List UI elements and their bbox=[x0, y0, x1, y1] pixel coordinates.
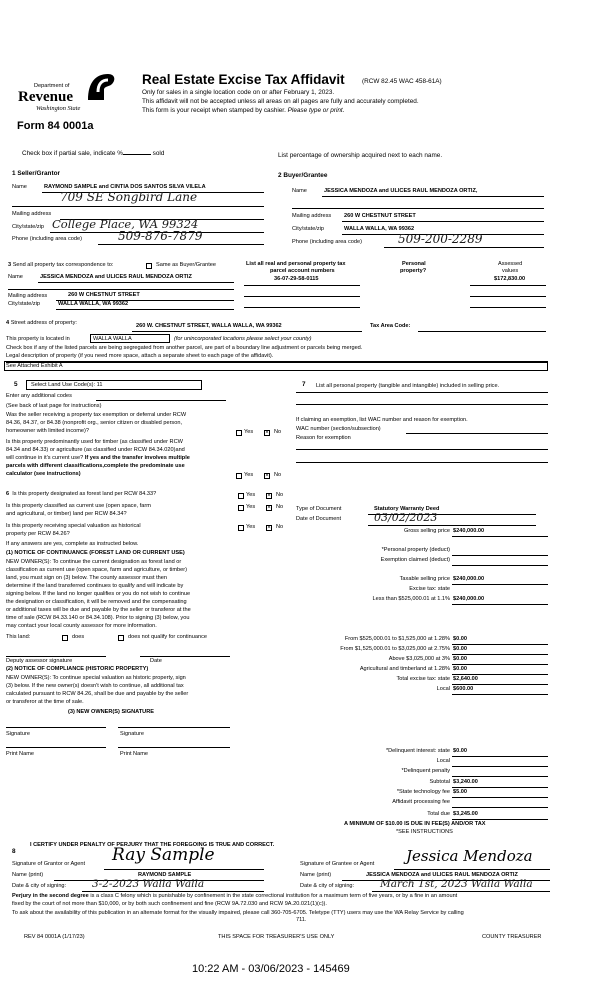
county-select[interactable]: WALLA WALLA bbox=[90, 334, 170, 343]
grantor-date-label: Date & city of signing: bbox=[12, 883, 67, 889]
rate2-value[interactable]: $0.00 bbox=[453, 646, 467, 652]
subtotal-label: Subtotal bbox=[429, 779, 450, 785]
parcel-heading-2: parcel account numbers bbox=[270, 268, 335, 274]
total-state-value[interactable]: $2,640.00 bbox=[453, 676, 478, 682]
less-than-label: Less than $525,000.01 at 1.1% bbox=[372, 596, 450, 602]
s6-q2a: Is this property classified as current use (open space, farm bbox=[6, 503, 151, 509]
rate2-label: From $1,525,000.01 to $3,025,000 at 2.75% bbox=[340, 646, 450, 652]
buyer-name-label: Name bbox=[292, 188, 307, 194]
corr-mail[interactable]: 260 W CHESTNUT STREET bbox=[68, 292, 140, 298]
gross-label: Gross selling price bbox=[403, 528, 450, 534]
seller-name[interactable]: RAYMOND SAMPLE and CINTIA DOS SANTOS SILVA VILELA bbox=[44, 184, 206, 190]
treasurer-space-label: THIS SPACE FOR TREASURER'S USE ONLY bbox=[218, 934, 335, 940]
header-line3: This form is your receipt when stamped by cashier. Please type or print. bbox=[142, 107, 345, 114]
s6-notice1-line3: land, you must sign on (3) below. The county assessor must then bbox=[6, 575, 167, 581]
buyer-mail-label: Mailing address bbox=[292, 213, 332, 219]
grantee-date-label: Date & city of signing: bbox=[300, 883, 355, 889]
seller-phone-label: Phone (including area code) bbox=[12, 236, 82, 242]
s5-q1c: homeowner with limited income)? bbox=[6, 428, 90, 434]
reason-label: Reason for exemption bbox=[296, 435, 351, 441]
corr-city[interactable]: WALLA WALLA, WA 99362 bbox=[58, 301, 129, 307]
s6-notice1-line5: signing below. If the land no longer qualifies or you do not wish to continue bbox=[6, 591, 191, 597]
taxable-value[interactable]: $240,000.00 bbox=[453, 576, 485, 582]
legal-description-value[interactable]: See Attached Exhibit A bbox=[6, 363, 63, 369]
deputy-signature-label: Deputy assessor signature bbox=[6, 658, 73, 664]
does-checkbox[interactable] bbox=[62, 635, 68, 641]
rate3-label: Above $3,025,000 at 3% bbox=[388, 656, 450, 662]
s5-q2-yes-label: Yes bbox=[244, 472, 254, 478]
total-due-value[interactable]: $3,245.00 bbox=[453, 811, 478, 817]
s5-q2-no-checkbox[interactable]: × bbox=[265, 473, 269, 479]
rate4-label: Agricultural and timberland at 1.28% bbox=[359, 666, 450, 672]
s6-q3-no-label: No bbox=[276, 524, 284, 530]
segregated-checkbox-label: Check box if any of the listed parcels are being segregated from another parcel, are part of a boundary line adjustment or parcels being merged. bbox=[6, 345, 363, 351]
s6-q2-yes-checkbox[interactable] bbox=[238, 505, 244, 511]
perjury-line2: fixed by the court of not more than $10,000, or by both such confinement and fine (RCW 9A.72.030 and RCW 9A.20.021(1)(c)). bbox=[12, 901, 327, 907]
property-address[interactable]: 260 W. CHESTNUT STREET, WALLA WALLA, WA 99362 bbox=[136, 323, 282, 329]
does-label: does bbox=[72, 634, 85, 640]
doc-type-label: Type of Document bbox=[296, 506, 342, 512]
s6-notice1-line7: or additional taxes will be due and payable by the seller or transferor at the bbox=[6, 607, 191, 613]
total-due-label: Total due bbox=[427, 811, 450, 817]
certify-statement: I CERTIFY UNDER PENALTY OF PERJURY THAT THE FOREGOING IS TRUE AND CORRECT. bbox=[30, 842, 275, 848]
section5-number: 5 bbox=[14, 381, 18, 388]
s5-q2c: will continue in it's current use? If yes and the transfer involves multiple bbox=[6, 455, 190, 461]
s6-q3-yes-label: Yes bbox=[246, 524, 256, 530]
tax-area-label: Tax Area Code: bbox=[370, 323, 411, 329]
dor-logo-icon bbox=[82, 72, 118, 104]
local-value[interactable]: $600.00 bbox=[453, 686, 474, 692]
s5-q1a: Was the seller receiving a property tax exemption or deferral under RCW bbox=[6, 412, 187, 418]
corr-name[interactable]: JESSICA MENDOZA and ULICES RAUL MENDOZA ORTIZ bbox=[40, 274, 192, 280]
owner-signature-label-2: Signature bbox=[120, 731, 144, 737]
delinquent-state-value[interactable]: $0.00 bbox=[453, 748, 467, 754]
same-as-buyer-checkbox[interactable] bbox=[146, 263, 152, 269]
tech-fee-label: *State technology fee bbox=[396, 789, 450, 795]
s6-q1: 6 Is this property designated as forest land per RCW 84.33? bbox=[6, 491, 157, 497]
grantor-signature[interactable]: Ray Sample bbox=[112, 845, 215, 865]
rate3-value[interactable]: $0.00 bbox=[453, 656, 467, 662]
this-land-label: This land: bbox=[6, 634, 31, 640]
personal-heading-1: Personal bbox=[402, 261, 426, 267]
accessibility-note-2: 711. bbox=[296, 917, 307, 923]
buyer-mail[interactable]: 260 W CHESTNUT STREET bbox=[344, 213, 416, 219]
rate4-value[interactable]: $0.00 bbox=[453, 666, 467, 672]
buyer-city[interactable]: WALLA WALLA, WA 99362 bbox=[344, 226, 415, 232]
buyer-city-label: City/state/zip bbox=[292, 226, 325, 232]
owner-print-label-2: Print Name bbox=[120, 751, 148, 757]
minimum-fee-note: A MINIMUM OF $10.00 IS DUE IN FEE(S) AND/OR TAX bbox=[344, 821, 486, 827]
s6-notice1-heading: (1) NOTICE OF CONTINUANCE (FOREST LAND OR CURRENT USE) bbox=[6, 550, 185, 556]
rcw-ref: (RCW 82.45 WAC 458-61A) bbox=[362, 78, 442, 85]
s5-q1-no-checkbox[interactable]: × bbox=[265, 430, 269, 436]
s6-notice2-line3: calculated pursuant to RCW 84.26, shall be due and payable by the seller bbox=[6, 691, 189, 697]
form-title: Real Estate Excise Tax Affidavit bbox=[142, 72, 345, 87]
s6-notice1-line2: classification as current use (open space, farm and agriculture, or timber) bbox=[6, 567, 187, 573]
grantor-date-handwritten[interactable]: 3-2-2023 Walla Walla bbox=[92, 878, 205, 890]
wac-label: WAC number (section/subsection) bbox=[296, 426, 381, 432]
s6-notice3-heading: (3) NEW OWNER(S) SIGNATURE bbox=[68, 709, 154, 715]
additional-codes-label: Enter any additional codes bbox=[6, 393, 72, 399]
s5-q2e: parcels with different classifications,complete the predominate use bbox=[6, 463, 185, 469]
s6-notice2-line4: or transferor at the time of sale. bbox=[6, 699, 84, 705]
taxable-label: Taxable selling price bbox=[399, 576, 450, 582]
buyer-phone-label: Phone (including area code) bbox=[292, 239, 362, 245]
ownership-note: List percentage of ownership acquired next to each name. bbox=[278, 152, 443, 159]
seller-street-handwritten[interactable]: 709 SE Songbird Lane bbox=[60, 190, 198, 204]
personal-deduct-label: *Personal property (deduct) bbox=[381, 547, 450, 553]
section8-number: 8 bbox=[12, 848, 16, 855]
parcel-number[interactable]: 36-07-29-58-0115 bbox=[274, 276, 319, 282]
delinquent-penalty-label: *Delinquent penalty bbox=[401, 768, 450, 774]
accessibility-note: To ask about the availability of this publication in an alternate format for the visually impaired, please call 360-705-6705. Teletype (TTY) users may use the WA Relay Service by calling bbox=[12, 910, 464, 916]
s6-notice1-line1: NEW OWNER(S): To continue the current designation as forest land or bbox=[6, 559, 182, 565]
exemption-deduct-label: Exemption claimed (deduct) bbox=[380, 557, 450, 563]
form-number: Form 84 0001a bbox=[17, 120, 94, 132]
legal-description-label: Legal description of property (if you need more space, attach a separate sheet to each page of the affidavit). bbox=[6, 353, 274, 359]
grantee-name[interactable]: JESSICA MENDOZA and ULICES RAUL MENDOZA ORTIZ bbox=[366, 872, 518, 878]
s6-q1-no-checkbox[interactable]: × bbox=[267, 493, 271, 499]
revision-label: REV 84 0001A (1/17/23) bbox=[24, 934, 85, 940]
affidavit-fee-label: Affidavit processing fee bbox=[392, 799, 450, 805]
s6-q1-yes-label: Yes bbox=[246, 492, 256, 498]
s5-q2f: calculator (see instructions) bbox=[6, 471, 81, 477]
partial-sale-label: Check box if partial sale, indicate % sold bbox=[22, 150, 165, 157]
rate1-value[interactable]: $0.00 bbox=[453, 636, 467, 642]
parcel-heading-1: List all real and personal property tax bbox=[246, 261, 346, 267]
s5-q2-no-label: No bbox=[274, 472, 282, 478]
doc-date-handwritten[interactable]: 03/02/2023 bbox=[374, 511, 438, 524]
assessed-value[interactable]: $172,830.00 bbox=[494, 276, 526, 282]
s6-notice2-line2: (3) below. If the new owner(s) doesn't wish to continue, all additional tax bbox=[6, 683, 184, 689]
same-as-buyer-label: Same as Buyer/Grantee bbox=[156, 262, 217, 268]
s6-q1-no-label: No bbox=[276, 492, 284, 498]
receipt-timestamp: 10:22 AM - 03/06/2023 - 145469 bbox=[192, 963, 350, 975]
gross-value[interactable]: $240,000.00 bbox=[453, 528, 485, 534]
s6-q3-no-checkbox[interactable]: × bbox=[267, 525, 271, 531]
see-back-label: (See back of last page for instructions) bbox=[6, 403, 102, 409]
seller-heading: 1 Seller/Grantor bbox=[12, 170, 60, 177]
deputy-date-label: Date bbox=[150, 658, 162, 664]
dept-line1: Department of bbox=[34, 83, 70, 89]
s5-q2a: Is this property predominantly used for timber (as classified under RCW bbox=[6, 439, 183, 445]
s5-q1-no-label: No bbox=[274, 429, 282, 435]
delinquent-state-label: *Delinquent interest: state bbox=[385, 748, 450, 754]
does-not-checkbox[interactable] bbox=[118, 635, 124, 641]
s6-notice2-line1: NEW OWNER(S): To continue special valuation as historic property, sign bbox=[6, 675, 186, 681]
county-treasurer-label: COUNTY TREASURER bbox=[482, 934, 542, 940]
dor-logo bbox=[18, 72, 118, 116]
dept-line2: Revenue bbox=[18, 89, 73, 105]
s6-q2b: and agricultural, or timber) land per RCW 84.34? bbox=[6, 511, 127, 517]
s5-q1-yes-checkbox[interactable] bbox=[236, 430, 242, 436]
grantor-signature-label: Signature of Grantor or Agent bbox=[12, 861, 86, 867]
owner-print-label-1: Print Name bbox=[6, 751, 34, 757]
s6-notice1-line9: may contact your local county assessor for more information. bbox=[6, 623, 157, 629]
street-address-label: 4 Street address of property: bbox=[6, 320, 77, 326]
s6-q3b: property per RCW 84.26? bbox=[6, 531, 70, 537]
s6-any-yes: If any answers are yes, complete as instructed below. bbox=[6, 541, 139, 547]
tech-fee-value[interactable]: $5.00 bbox=[453, 789, 467, 795]
grantee-name-label: Name (print) bbox=[300, 872, 332, 878]
s6-q2-no-checkbox[interactable]: × bbox=[267, 505, 271, 511]
s6-notice2-heading: (2) NOTICE OF COMPLIANCE (HISTORIC PROPERTY) bbox=[6, 666, 149, 672]
personal-heading-2: property? bbox=[400, 268, 427, 274]
less-than-value[interactable]: $240,000.00 bbox=[453, 596, 485, 602]
seller-name-label: Name bbox=[12, 184, 27, 190]
corr-mail-label: Mailing address bbox=[8, 293, 48, 299]
grantor-name-label: Name (print) bbox=[12, 872, 44, 878]
corr-name-label: Name bbox=[8, 274, 23, 280]
s6-q3a: Is this property receiving special valuation as historical bbox=[6, 523, 141, 529]
s5-q1b: 84.36, 84.37, or 84.38 (nonprofit org., senior citizen or disabled person, bbox=[6, 420, 183, 426]
seller-city-handwritten[interactable]: College Place, WA 99324 bbox=[52, 217, 199, 231]
dept-line3: Washington State bbox=[36, 105, 81, 112]
s6-q1-yes-checkbox[interactable] bbox=[238, 493, 244, 499]
seller-phone-handwritten[interactable]: 509-876-7879 bbox=[118, 229, 203, 243]
s6-notice1-line4: determine if the land transferred continues to qualify and will indicate by bbox=[6, 583, 184, 589]
personal-property-label: List all personal property (tangible and intangible) included in selling price. bbox=[316, 383, 500, 389]
doc-type[interactable]: Statutory Warranty Deed bbox=[374, 506, 440, 512]
does-not-label: does not qualify for continuance bbox=[128, 634, 207, 640]
subtotal-value[interactable]: $3,240.00 bbox=[453, 779, 478, 785]
s6-notice1-line6: the designation or classification, it will be removed and the compensating bbox=[6, 599, 187, 605]
located-in-note: (for unincorporated locations please select your county) bbox=[174, 336, 312, 342]
total-state-label: Total excise tax: state bbox=[396, 676, 450, 682]
grantor-name[interactable]: RAYMOND SAMPLE bbox=[138, 872, 192, 878]
s6-q2-yes-label: Yes bbox=[246, 504, 256, 510]
see-instructions: *SEE INSTRUCTIONS bbox=[396, 829, 453, 835]
rate1-label: From $525,000.01 to $1,525,000 at 1.28% bbox=[344, 636, 450, 642]
excise-state-label: Excise tax: state bbox=[409, 586, 450, 592]
s6-notice1-line8: time of sale (RCW 84.33.140 or 84.34.108). Prior to signing (3) below, you bbox=[6, 615, 190, 621]
correspondence-label: 3 Send all property tax correspondence to: bbox=[8, 262, 114, 268]
s5-q2b: 84.34 and 84.33) or agriculture (as classified under RCW 84.34.020)and bbox=[6, 447, 185, 453]
delinquent-local-label: Local bbox=[436, 758, 450, 764]
located-in-label: This property is located in bbox=[6, 336, 70, 342]
grantee-signature[interactable]: Jessica Mendoza bbox=[406, 847, 533, 865]
seller-city-label: City/state/zip bbox=[12, 224, 45, 230]
doc-date-label: Date of Document bbox=[296, 516, 342, 522]
land-use-select[interactable]: Select Land Use Code(s): 11 bbox=[26, 380, 202, 390]
header-line2: This affidavit will not be accepted unless all areas on all pages are fully and accurately completed. bbox=[142, 98, 419, 105]
s6-q3-yes-checkbox[interactable] bbox=[238, 525, 244, 531]
buyer-heading: 2 Buyer/Grantee bbox=[278, 172, 328, 179]
local-label: Local bbox=[436, 686, 450, 692]
perjury-line1: Perjury in the second degree is a class C felony which is punishable by confinement in the state correctional institution for a maximum term of five years, or by a fine in an amount bbox=[12, 893, 458, 899]
section7-number: 7 bbox=[302, 381, 306, 388]
buyer-name[interactable]: JESSICA MENDOZA and ULICES RAUL MENDOZA ORTIZ, bbox=[324, 188, 478, 194]
grantee-date-handwritten[interactable]: March 1st, 2023 Walla Walla bbox=[380, 878, 533, 890]
buyer-phone-handwritten[interactable]: 509-200-2289 bbox=[398, 232, 483, 246]
assessed-heading-2: values bbox=[502, 268, 519, 274]
s5-q1-yes-label: Yes bbox=[244, 429, 254, 435]
s6-q2-no-label: No bbox=[276, 504, 284, 510]
header-line1: Only for sales in a single location code on or after February 1, 2023. bbox=[142, 89, 335, 96]
owner-signature-label-1: Signature bbox=[6, 731, 30, 737]
corr-city-label: City/state/zip bbox=[8, 301, 41, 307]
assessed-heading-1: Assessed bbox=[498, 261, 523, 267]
s5-q2-yes-checkbox[interactable] bbox=[236, 473, 242, 479]
exemption-label: If claiming an exemption, list WAC number and reason for exemption. bbox=[296, 417, 468, 423]
seller-mail-label: Mailing address bbox=[12, 211, 52, 217]
grantee-signature-label: Signature of Grantee or Agent bbox=[300, 861, 375, 867]
